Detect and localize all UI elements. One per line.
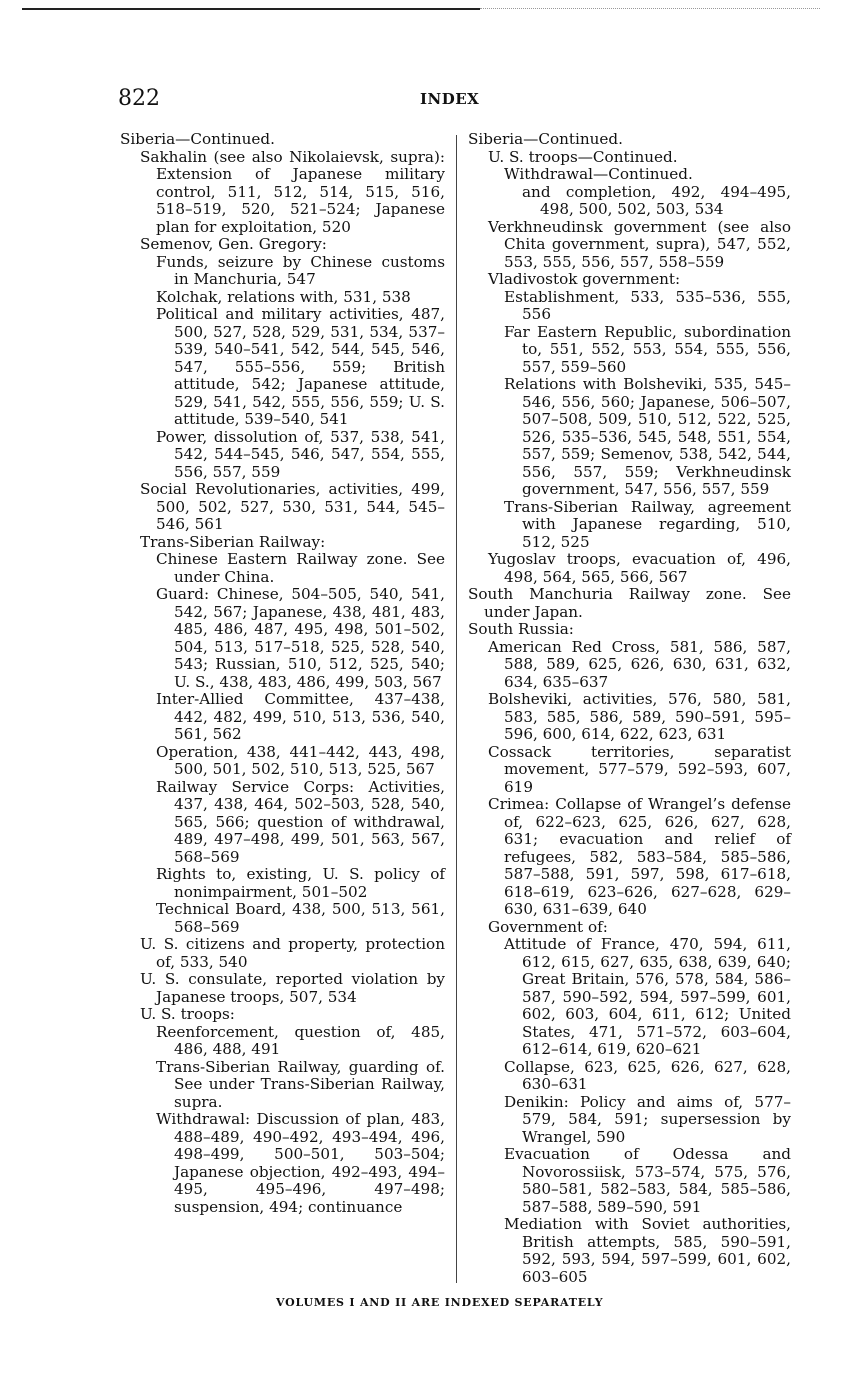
index-entry: U. S. troops: [140, 1005, 235, 1023]
index-entry: Semenov, Gen. Gregory: [140, 235, 327, 253]
index-entry: Siberia—Continued. [468, 130, 623, 148]
index-entry: Attitude of France, 470, 594, 611, 612, 615, 627, 635, 638, 639, 640; Great Britain, 576, 578, 584, 586–587, 590–592, 594, 597–599, 601, 602, 603, 604, 611, 612; United States, 471, 571–572, 603–604, 612–614, 619, 620–621 [504, 935, 791, 1058]
index-entry: Trans-Siberian Railway, guarding of. See under Trans-Siberian Railway, supra. [156, 1057, 445, 1111]
index-entry: Crimea: Collapse of Wrangel’s defense of, 622–623, 625, 626, 627, 628, 631; evacuation and relief of refugees, 582, 583–584, 585–586, 587–588, 591, 597, 598, 617–618, 618–619, 623–626, 627–628, 629–630, 631–639, 640 [488, 795, 791, 918]
index-entry: Siberia—Continued. [120, 130, 275, 148]
index-entry: Far Eastern Republic, subordination to, 551, 552, 553, 554, 555, 556, 557, 559–560 [504, 322, 791, 376]
index-entry: Bolsheviki, activities, 576, 580, 581, 583, 585, 586, 589, 590–591, 595–596, 600, 614, 622, 623, 631 [488, 690, 791, 743]
index-entry: Collapse, 623, 625, 626, 627, 628, 630–631 [504, 1057, 791, 1093]
index-entry: Reenforcement, question of, 485, 486, 488, 491 [156, 1022, 445, 1058]
index-entry: Yugoslav troops, evacuation of, 496, 498, 564, 565, 566, 567 [488, 550, 791, 586]
page-title: INDEX [420, 90, 480, 108]
index-entry: Chinese Eastern Railway zone. See under China. [156, 550, 445, 586]
index-entry: U. S. troops—Continued. [488, 147, 678, 166]
index-entry: Operation, 438, 441–442, 443, 498, 500, 501, 502, 510, 513, 525, 567 [156, 742, 445, 778]
index-entry: Funds, seizure by Chinese customs in Manchuria, 547 [156, 252, 445, 288]
index-entry: U. S. citizens and property, protection of, 533, 540 [140, 935, 445, 971]
index-entry: Railway Service Corps: Activities, 437, 438, 464, 502–503, 528, 540, 565, 566; question of withdrawal, 489, 497–498, 499, 501, 563, 567, 568–569 [156, 777, 445, 866]
index-entry: Verkhneudinsk government (see also Chita government, supra), 547, 552, 553, 555, 556, 557, 558–559 [488, 217, 791, 271]
index-entry: Withdrawal—Continued. [504, 165, 693, 183]
index-entry: Cossack territories, separatist movement, 577–579, 592–593, 607, 619 [488, 742, 791, 796]
column-divider [456, 135, 457, 1283]
index-entry: Inter-Allied Committee, 437–438, 442, 482, 499, 510, 513, 536, 540, 561, 562 [156, 690, 445, 743]
index-entry: American Red Cross, 581, 586, 587, 588, 589, 625, 626, 630, 631, 632, 634, 635–637 [488, 637, 791, 691]
top-rule-dotted [480, 8, 820, 10]
index-entry: Guard: Chinese, 504–505, 540, 541, 542, 567; Japanese, 438, 481, 483, 485, 486, 487, 495, 498, 501–502, 504, 513, 517–518, 525, 528, 540, 543; Russian, 510, 512, 525, 540; U. S., 438, 483, 486, 499, 503, 567 [156, 585, 445, 691]
index-entry: Establishment, 533, 535–536, 555, 556 [504, 287, 791, 323]
top-rule [22, 8, 480, 10]
index-entry: Political and military activities, 487, 500, 527, 528, 529, 531, 534, 537–539, 540–541, 542, 544, 545, 546, 547, 555–556, 559; British attitude, 542; Japanese attitude, 529, 541, 542, 555, 556, 559; U. S. attitude, 539–540, 541 [156, 305, 445, 428]
index-entry: Kolchak, relations with, 531, 538 [156, 287, 411, 306]
index-entry: Withdrawal: Discussion of plan, 483, 488–489, 490–492, 493–494, 496, 498–499, 500–501, 503–504; Japanese objection, 492–493, 494–495, 495–496, 497–498; suspension, 494; continuance [156, 1110, 445, 1216]
index-entry: Power, dissolution of, 537, 538, 541, 542, 544–545, 546, 547, 554, 555, 556, 557, 559 [156, 427, 445, 481]
index-entry: South Manchuria Railway zone. See under Japan. [468, 585, 791, 621]
index-entry: Rights to, existing, U. S. policy of nonimpairment, 501–502 [156, 865, 445, 901]
index-entry: Trans-Siberian Railway, agreement with Japanese regarding, 510, 512, 525 [504, 497, 791, 551]
index-entry: and completion, 492, 494–495, 498, 500, 502, 503, 534 [522, 182, 791, 218]
footer-note: VOLUMES I AND II ARE INDEXED SEPARATELY [276, 1296, 604, 1309]
index-entry: Social Revolutionaries, activities, 499, 500, 502, 527, 530, 531, 544, 545–546, 561 [140, 480, 445, 533]
left-column [120, 131, 445, 1216]
index-entry: Mediation with Soviet authorities, British attempts, 585, 590–591, 592, 593, 594, 597–599, 601, 602, 603–605 [504, 1215, 791, 1286]
index-entry: South Russia: [468, 620, 574, 638]
index-entry: Evacuation of Odessa and Novorossiisk, 573–574, 575, 576, 580–581, 582–583, 584, 585–586, 587–588, 589–590, 591 [504, 1145, 791, 1216]
index-entry: Trans-Siberian Railway: [140, 532, 326, 551]
index-entry: Relations with Bolsheviki, 535, 545–546, 556, 560; Japanese, 506–507, 507–508, 509, 510, 512, 522, 525, 526, 535–536, 545, 548, 551, 554, 557, 559; Semenov, 538, 542, 544, 556, 557, 559; Verkhneudinsk government, 547, 556, 557, 559 [504, 375, 791, 498]
index-entry: Technical Board, 438, 500, 513, 561, 568–569 [156, 900, 445, 936]
page-number: 822 [118, 86, 160, 111]
index-entry: Vladivostok government: [488, 270, 681, 288]
index-entry: Denikin: Policy and aims of, 577–579, 584, 591; supersession by Wrangel, 590 [504, 1092, 791, 1146]
index-entry: Government of: [488, 917, 608, 936]
index-entry: Sakhalin (see also Nikolaievsk, supra): Extension of Japanese military control, 511, 512, 514, 515, 516, 518–519, 520, 521–524; Japanese plan for exploitation, 520 [140, 147, 445, 236]
right-column [468, 131, 791, 1286]
index-entry: U. S. consulate, reported violation by Japanese troops, 507, 534 [140, 970, 445, 1006]
